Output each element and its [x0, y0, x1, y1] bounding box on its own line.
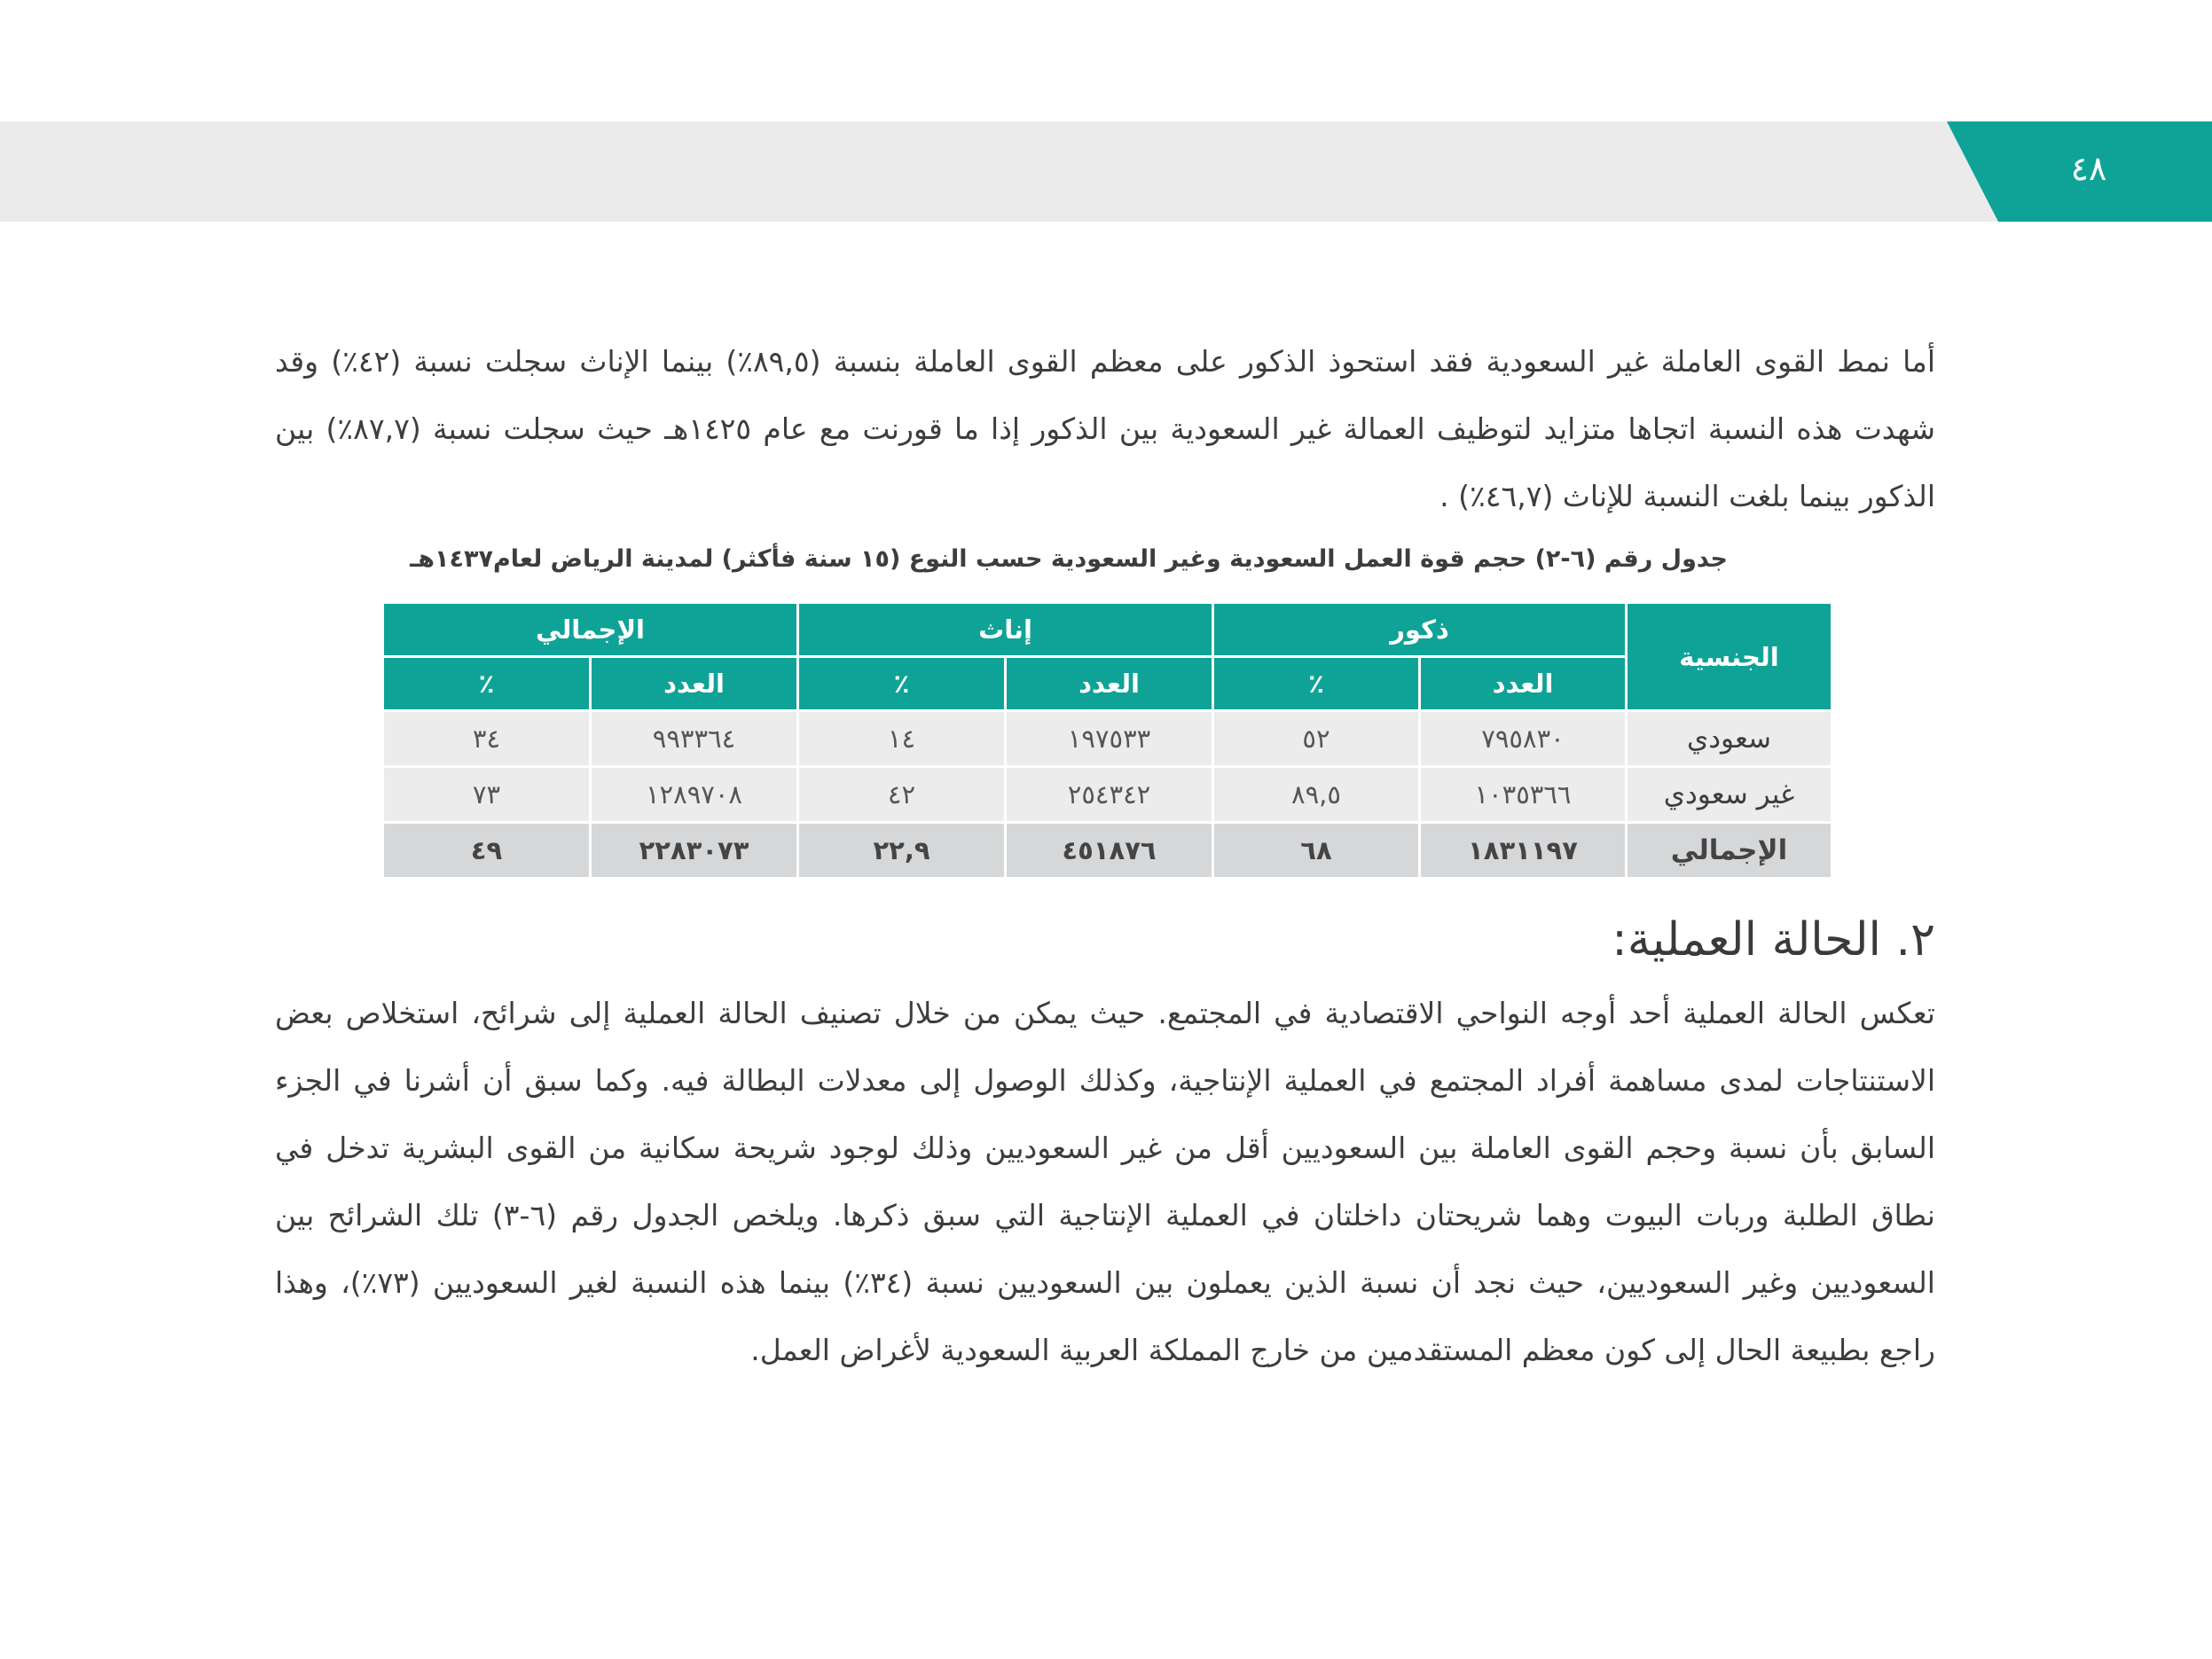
- paragraph-employment-status: تعكس الحالة العملية أحد أوجه النواحي الاقتصادية في المجتمع. حيث يمكن من خلال تصنيف الحالة العملية إلى شرائح، استخلاص بعض الاستنتاجات لمدى مساهمة أفراد المجتمع في العملية الإنتاجية، وكذلك الوصول إلى معدلات البطالة فيه. وكما سبق أن أشرنا في الجزء السابق بأن نسبة وحجم القوى العاملة بين السعوديين أقل من غير السعوديين وذلك لوجود شريحة سكانية من القوى البشرية تدخل في نطاق الطلبة وربات البيوت وهما شريحتان داخلتان في العملية الإنتاجية التي سبق ذكرها. ويلخص الجدول رقم (٦-٣) تلك الشرائح بين السعوديين وغير السعوديين، حيث نجد أن نسبة الذين يعملون بين السعوديين نسبة (٣٤٪) بينما هذه النسبة لغير السعوديين (٧٣٪)، وهذا راجع بطبيعة الحال إلى كون معظم المستقدمين من خارج المملكة العربية السعودية لأغراض العمل.: [275, 996, 1935, 1367]
- cell-males-count: ١٨٣١١٩٧: [1420, 823, 1627, 879]
- cell-total-percent: ٤٩: [383, 823, 591, 879]
- header-males-percent: ٪: [1213, 657, 1420, 711]
- header-total: الإجمالي: [383, 603, 798, 657]
- cell-females-percent: ٤٢: [798, 767, 1006, 823]
- header-females-percent: ٪: [798, 657, 1006, 711]
- header-females: إناث: [798, 603, 1213, 657]
- header-males: ذكور: [1213, 603, 1627, 657]
- section-heading: ٢. الحالة العملية:: [1612, 913, 1935, 966]
- header-band: [0, 121, 2212, 222]
- paragraph-nonsaudi-workforce: أما نمط القوى العاملة غير السعودية فقد استحوذ الذكور على معظم القوى العاملة بنسبة (٨٩,٥٪) بينما الإناث سجلت نسبة (٤٢٪) وقد شهدت هذه النسبة اتجاها متزايد لتوظيف العمالة غير السعودية بين الذكور إذا ما قورنت مع عام ١٤٢٥هـ حيث سجلت نسبة (٨٧,٧٪) بين الذكور بينما بلغت النسبة للإناث (٤٦,٧٪) .: [275, 344, 1936, 513]
- cell-total-percent: ٣٤: [383, 711, 591, 767]
- cell-females-count: ٢٥٤٣٤٢: [1006, 767, 1213, 823]
- cell-total-percent: ٧٣: [383, 767, 591, 823]
- cell-females-count: ١٩٧٥٣٣: [1006, 711, 1213, 767]
- cell-total-count: ١٢٨٩٧٠٨: [591, 767, 798, 823]
- cell-males-count: ١٠٣٥٣٦٦: [1420, 767, 1627, 823]
- cell-males-percent: ٦٨: [1213, 823, 1420, 879]
- row-label: سعودي: [1627, 711, 1832, 767]
- table-row: [383, 767, 1832, 823]
- row-label: غير سعودي: [1627, 767, 1832, 823]
- row-label: الإجمالي: [1627, 823, 1832, 879]
- header-females-count: العدد: [1006, 657, 1213, 711]
- table-row-total: [383, 823, 1832, 879]
- header-total-count: العدد: [591, 657, 798, 711]
- cell-total-count: ٢٢٨٣٠٧٣: [591, 823, 798, 879]
- page-number: ٤٨: [2070, 149, 2107, 188]
- table-caption: جدول رقم (٦-٢) حجم قوة العمل السعودية وغير السعودية حسب النوع (١٥ سنة فأكثر) لمدينة الرياض لعام١٤٣٧هـ: [410, 545, 1728, 573]
- cell-females-percent: ١٤: [798, 711, 1006, 767]
- cell-females-percent: ٢٢,٩: [798, 823, 1006, 879]
- cell-males-count: ٧٩٥٨٣٠: [1420, 711, 1627, 767]
- labor-force-table: [381, 601, 1833, 880]
- cell-females-count: ٤٥١٨٧٦: [1006, 823, 1213, 879]
- cell-total-count: ٩٩٣٣٦٤: [591, 711, 798, 767]
- cell-males-percent: ٨٩,٥: [1213, 767, 1420, 823]
- header-total-percent: ٪: [383, 657, 591, 711]
- table-row: [383, 711, 1832, 767]
- header-males-count: العدد: [1420, 657, 1627, 711]
- cell-males-percent: ٥٢: [1213, 711, 1420, 767]
- header-nationality: الجنسية: [1627, 603, 1832, 711]
